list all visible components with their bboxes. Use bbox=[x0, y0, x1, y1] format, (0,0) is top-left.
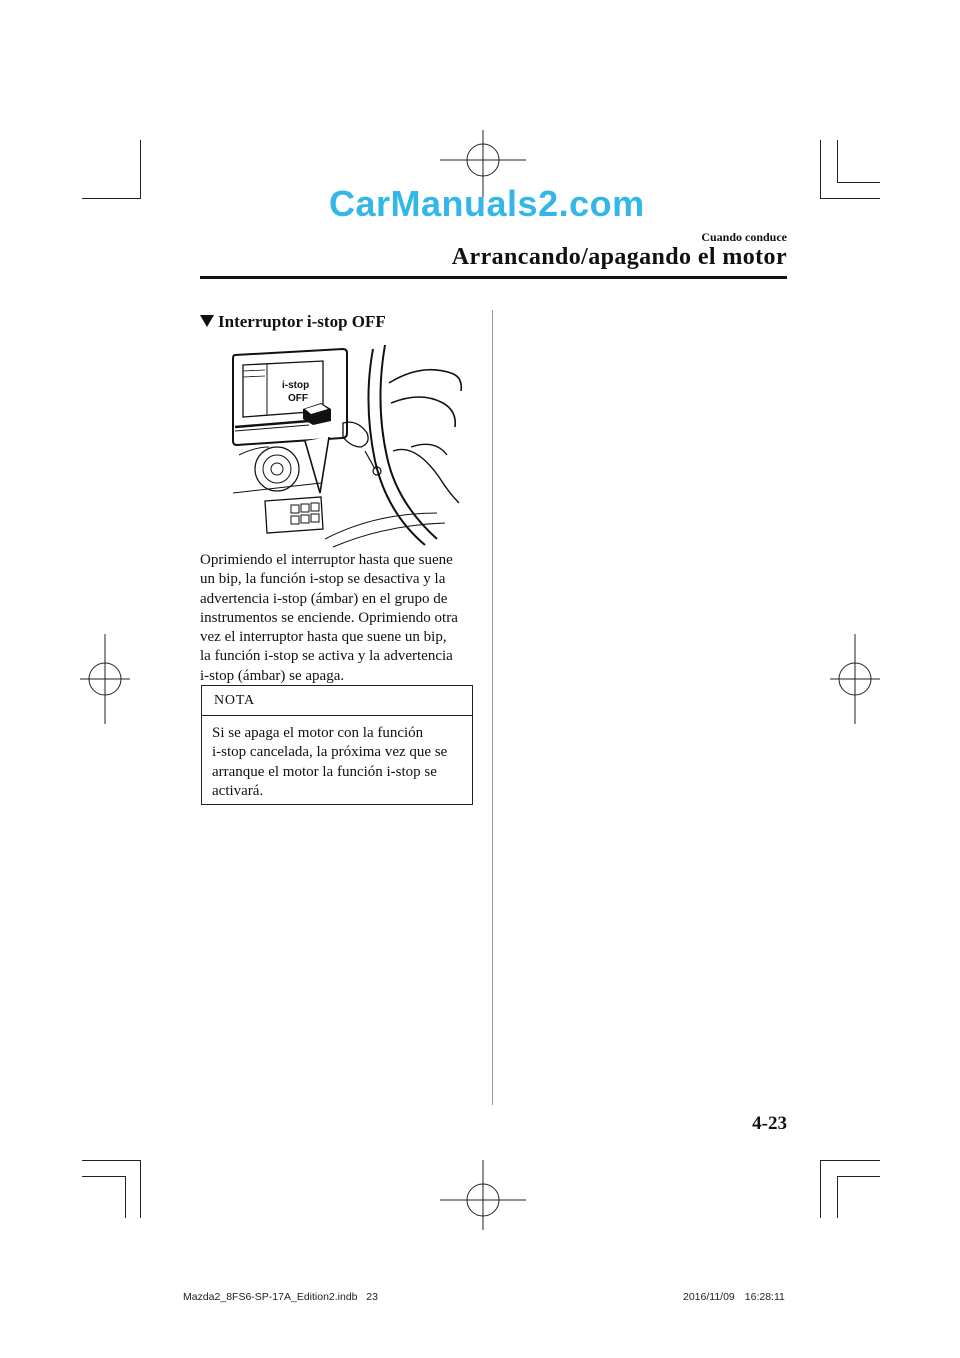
header-rule bbox=[200, 276, 787, 279]
subsection-heading bbox=[200, 312, 386, 332]
istop-switch-illustration bbox=[225, 343, 465, 548]
subsection-heading-text: Interruptor i-stop OFF bbox=[218, 312, 386, 331]
watermark-logo: CarManuals2.com bbox=[329, 183, 645, 224]
page-number: 4-23 bbox=[752, 1113, 787, 1134]
body-paragraph bbox=[200, 551, 482, 686]
registration-mark-bottom bbox=[440, 1160, 526, 1230]
body-line: advertencia i-stop (ámbar) en el grupo de bbox=[200, 590, 448, 607]
body-line: instrumentos se enciende. Oprimiendo otra bbox=[200, 609, 458, 626]
triangle-bullet-icon bbox=[200, 315, 214, 327]
body-line: Oprimiendo el interruptor hasta que suene bbox=[200, 552, 453, 568]
body-line: i-stop (ámbar) se apaga. bbox=[200, 667, 345, 684]
note-box bbox=[201, 685, 473, 805]
registration-mark-right bbox=[830, 634, 880, 724]
section-label: Cuando conduce bbox=[701, 230, 787, 244]
footer-filename: Mazda2_8FS6-SP-17A_Edition2.indb bbox=[183, 1291, 358, 1303]
body-line: un bip, la función i-stop se desactiva y la bbox=[200, 571, 446, 588]
figure-label-off: OFF bbox=[288, 393, 308, 404]
note-line: Si se apaga el motor con la función bbox=[212, 725, 424, 741]
footer-file-info bbox=[183, 1291, 378, 1303]
figure-label-istop: i-stop bbox=[282, 380, 310, 391]
page-title: Arrancando/apagando el motor bbox=[451, 244, 787, 270]
note-line: i-stop cancelada, la próxima vez que se bbox=[212, 744, 448, 761]
body-line: la función i-stop se activa y la advertencia bbox=[200, 648, 453, 665]
footer-file-page: 23 bbox=[366, 1291, 378, 1303]
note-text bbox=[212, 724, 467, 801]
note-title: NOTA bbox=[214, 693, 255, 708]
footer-timestamp bbox=[683, 1291, 785, 1303]
registration-mark-left bbox=[80, 634, 130, 724]
note-divider bbox=[202, 715, 472, 716]
footer-time: 16:28:11 bbox=[744, 1291, 785, 1303]
footer-date: 2016/11/09 bbox=[683, 1291, 735, 1303]
note-line: arranque el motor la función i-stop se bbox=[212, 763, 437, 780]
column-divider bbox=[492, 310, 493, 1105]
body-line: vez el interruptor hasta que suene un bip, bbox=[200, 629, 447, 646]
note-line: activará. bbox=[212, 782, 264, 799]
